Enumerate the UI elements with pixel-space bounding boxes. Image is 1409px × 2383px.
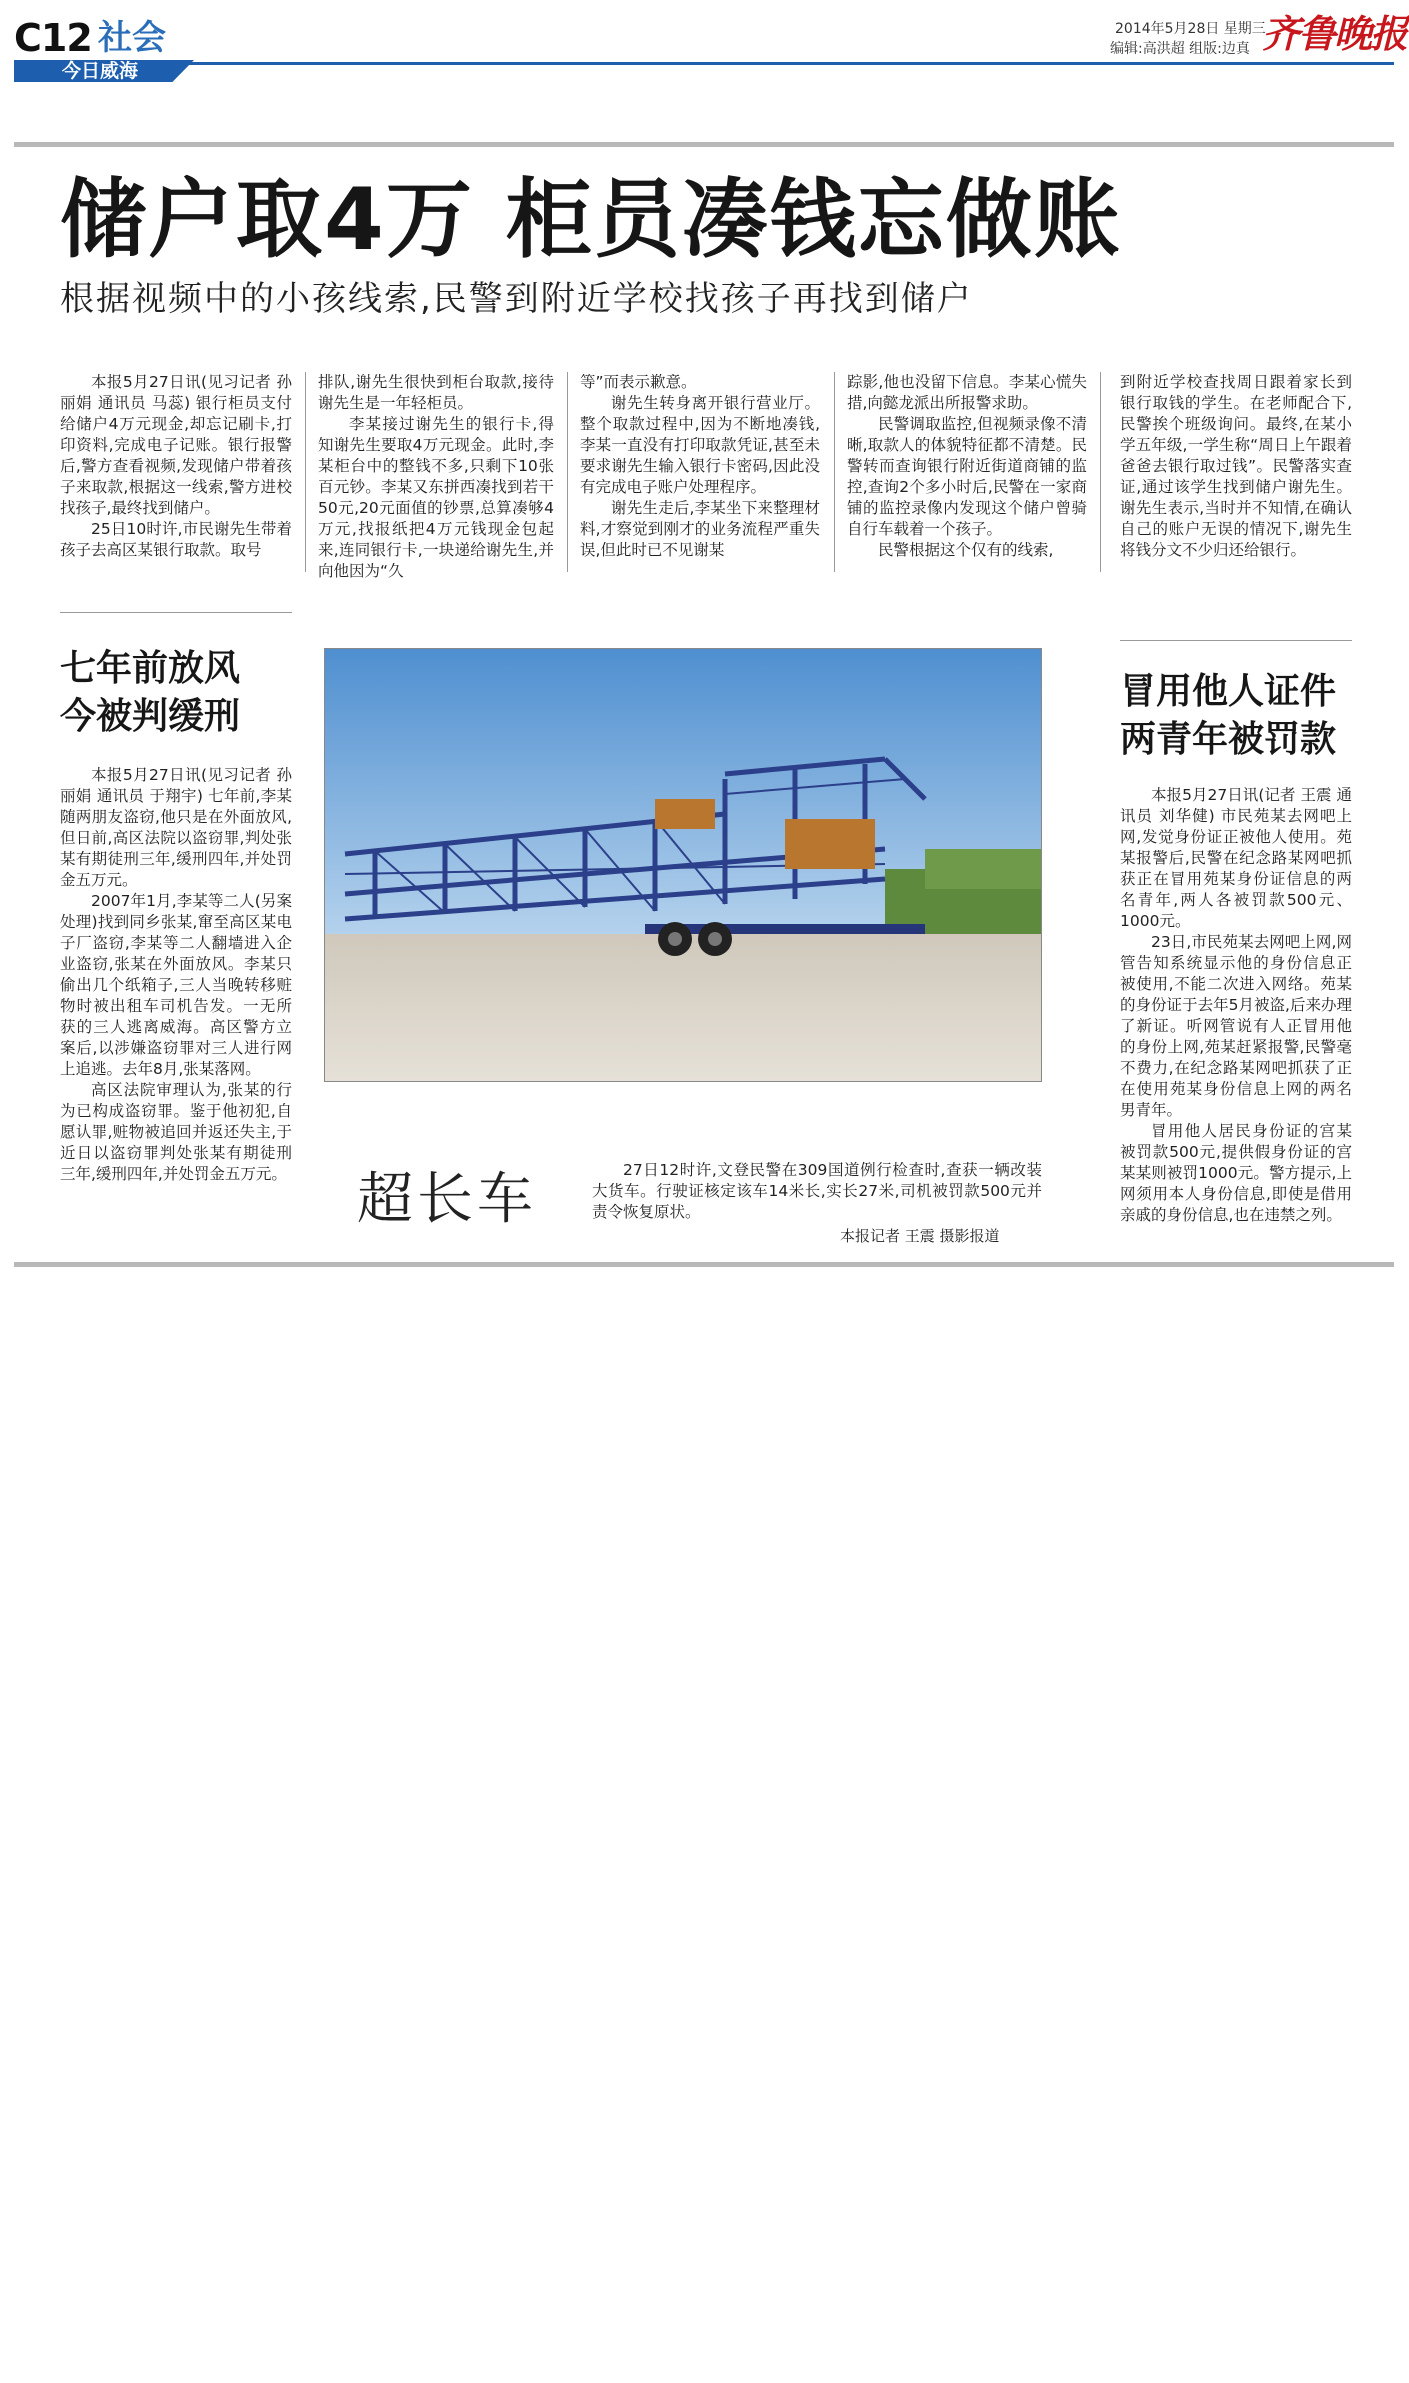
paragraph: 2007年1月,李某等二人(另案处理)找到同乡张某,窜至高区某电子厂盗窃,李某等二人翻墙进入企业盗窃,张某在外面放风。李某只偷出几个纸箱子,三人当晚转移赃物时被出租车司机告发。一无所获的三人逃离威海。高区警方立案后,以涉嫌盗窃罪对三人进行网上追逃。去年8月,张某落网。	[60, 892, 292, 1078]
paragraph: 谢先生走后,李某坐下来整理材料,才察觉到刚才的业务流程严重失误,但此时已不见谢某	[580, 499, 820, 559]
paragraph: 民警根据这个仅有的线索,	[878, 541, 1054, 559]
photo-caption	[592, 1160, 1042, 1223]
right-story-body	[1120, 785, 1352, 1226]
paragraph: 本报5月27日讯(见习记者 孙丽娟 通讯员 于翔宇) 七年前,李某随两朋友盗窃,他只是在外面放风,但日前,高区法院以盗窃罪,判处张某有期徒刑三年,缓刑四年,并处罚金五万元。	[60, 766, 292, 889]
paragraph: 23日,市民苑某去网吧上网,网管告知系统显示他的身份信息正被使用,不能二次进入网络。苑某的身份证于去年5月被盗,后来办理了新证。听网管说有人正冒用他的身份上网,苑某赶紧报警,民警毫不费力,在纪念路某网吧抓获了正在使用苑某身份信息上网的两名男青年。	[1120, 933, 1352, 1119]
section-title: 社会	[98, 18, 166, 58]
paragraph: 到附近学校查找周日跟着家长到银行取钱的学生。在老师配合下,民警挨个班级询问。最终,在某小学五年级,一学生称“周日上午跟着爸爸去银行取过钱”。民警落实查证,通过该学生找到储户谢先生。谢先生表示,当时并不知情,在确认自己的账户无误的情况下,谢先生将钱分文不少归还给银行。	[1120, 373, 1352, 559]
right-headline	[1120, 668, 1336, 764]
editor-credits: 编辑:高洪超 组版:边真	[1110, 41, 1250, 57]
headline-line: 两青年被罚款	[1120, 719, 1337, 760]
main-column-1	[60, 372, 292, 561]
paragraph: 本报5月27日讯(见习记者 孙丽娟 通讯员 马蕊) 银行柜员支付给储户4万元现金,却忘记刷卡,打印资料,完成电子记账。银行报警后,警方查看视频,发现储户带着孩子来取款,根据这一线索,警方进校找孩子,最终找到储户。	[60, 373, 292, 517]
page-number: C12	[14, 16, 92, 60]
left-headline	[60, 645, 240, 741]
photo-title: 超长车	[357, 1167, 537, 1232]
column-rule	[834, 372, 835, 572]
column-rule	[567, 372, 568, 572]
paragraph: 高区法院审理认为,张某的行为已构成盗窃罪。鉴于他初犯,自愿认罪,赃物被追回并返还失主,于近日以盗窃罪判处张某有期徒刑三年,缓刑四年,并处罚金五万元。	[60, 1081, 292, 1183]
headline-line: 七年前放风	[60, 648, 241, 689]
newspaper-logo: 齐鲁晚报	[1262, 11, 1407, 56]
main-headline: 储户取4万 柜员凑钱忘做账	[60, 170, 1122, 270]
header-rule	[14, 62, 1394, 65]
bottom-divider	[14, 1262, 1394, 1267]
paragraph: 冒用他人居民身份证的宫某被罚款500元,提供假身份证的宫某某则被罚1000元。警方提示,上网须用本人身份信息,即使是借用亲戚的身份信息,也在违禁之列。	[1120, 1122, 1352, 1224]
column-rule	[1100, 372, 1101, 572]
paragraph: 李某接过谢先生的银行卡,得知谢先生要取4万元现金。此时,李某柜台中的整钱不多,只剩下10张百元钞。李某又东拼西凑找到若干50元,20元面值的钞票,总算凑够4万元,找报纸把4万元钱现金包起来,连同银行卡,一块递给谢先生,并向他因为“久	[318, 415, 554, 580]
story-rule	[1120, 640, 1352, 641]
left-story-body	[60, 765, 292, 1185]
main-column-5	[1120, 372, 1352, 561]
subsection-label: 今日威海	[62, 60, 139, 82]
paragraph: 等”而表示歉意。	[580, 373, 697, 391]
column-rule	[305, 372, 306, 572]
photo-long-truck	[324, 648, 1042, 1082]
main-column-2	[318, 372, 554, 582]
paragraph: 民警调取监控,但视频录像不清晰,取款人的体貌特征都不清楚。民警转而查询银行附近街道商铺的监控,查询2个多小时后,民警在一家商铺的监控录像内发现这个储户曾骑自行车载着一个孩子。	[847, 415, 1087, 538]
main-column-3	[580, 372, 820, 561]
top-divider	[14, 142, 1394, 147]
paragraph: 排队,谢先生很快到柜台取款,接待谢先生是一年轻柜员。	[318, 373, 554, 412]
truck-photo-illustration	[325, 649, 1041, 1081]
main-subheadline: 根据视频中的小孩线索,民警到附近学校找孩子再找到储户	[60, 279, 973, 319]
photo-credit: 本报记者 王震 摄影报道	[840, 1227, 1000, 1245]
headline-line: 今被判缓刑	[60, 696, 241, 737]
issue-date: 2014年5月28日 星期三	[1115, 21, 1266, 37]
paragraph: 25日10时许,市民谢先生带着孩子去高区某银行取款。取号	[60, 520, 292, 559]
paragraph: 踪影,他也没留下信息。李某心慌失措,向懿龙派出所报警求助。	[847, 373, 1087, 412]
paragraph: 本报5月27日讯(记者 王震 通讯员 刘华健) 市民苑某去网吧上网,发觉身份证正被他人使用。苑某报警后,民警在纪念路某网吧抓获正在冒用苑某身份证信息的两名青年,两人各被罚款500元、1000元。	[1120, 786, 1352, 930]
story-rule	[60, 612, 292, 613]
headline-line: 冒用他人证件	[1120, 671, 1337, 712]
caption-text: 27日12时许,文登民警在309国道例行检查时,查获一辆改装大货车。行驶证核定该车14米长,实长27米,司机被罚款500元并责令恢复原状。	[592, 1161, 1042, 1221]
paragraph: 谢先生转身离开银行营业厅。整个取款过程中,因为不断地凑钱,李某一直没有打印取款凭证,甚至未要求谢先生输入银行卡密码,因此没有完成电子账户处理程序。	[580, 394, 820, 496]
main-column-4	[847, 372, 1087, 561]
